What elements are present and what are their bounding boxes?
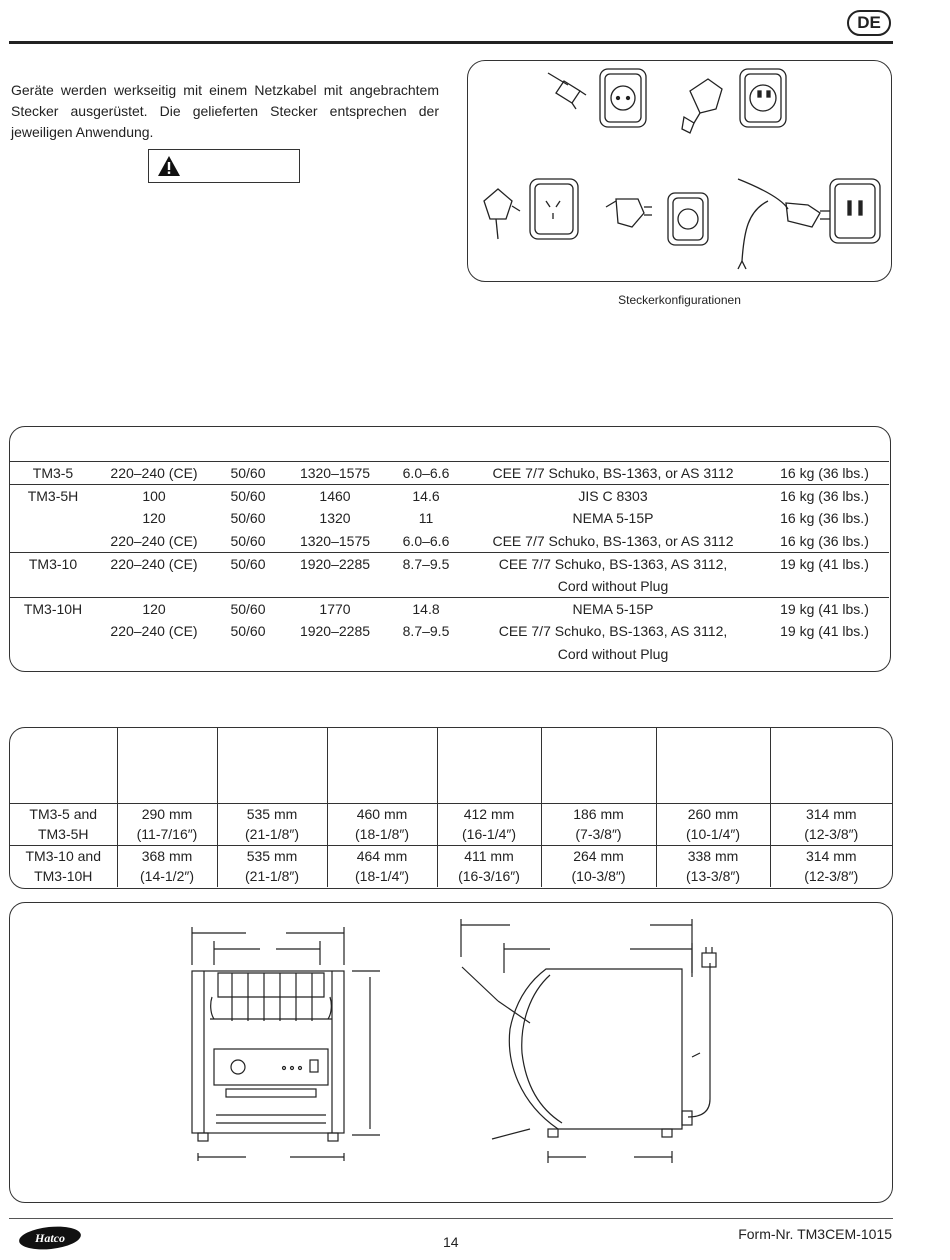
nema-plug-icon	[606, 193, 708, 245]
cell-hertz	[212, 643, 284, 666]
dimension-mm: 535 mm	[246, 848, 298, 865]
dimension-mm: 260 mm	[687, 806, 739, 822]
cell-amps: 6.0–6.6	[386, 462, 466, 485]
dimension-inch: (11-7/16″)	[136, 826, 198, 842]
cell-amps: 8.7–9.5	[402, 623, 450, 640]
cell-dimension	[327, 803, 437, 845]
dimension-inch: (12-3/8″)	[804, 868, 859, 885]
language-badge: DE	[847, 10, 891, 36]
schuko-plug-icon	[548, 69, 646, 127]
electrical-specs-table	[10, 461, 889, 665]
cell-voltage	[96, 575, 212, 598]
model-line: TM3-5 and	[29, 806, 98, 822]
cell-amps: 14.8	[386, 597, 466, 620]
cell-dimension	[437, 803, 541, 845]
cell-dimension	[770, 803, 892, 845]
dimension-mm: 460 mm	[356, 806, 408, 822]
cell-model	[10, 507, 96, 530]
table-row	[10, 530, 889, 553]
cell-weight: 16 kg (36 lbs.)	[760, 485, 889, 508]
dimension-mm: 535 mm	[246, 806, 298, 822]
dimension-mm: 290 mm	[141, 806, 193, 822]
logo-text: Hatco	[35, 1231, 65, 1245]
cell-amps: 8.7–9.5	[386, 552, 466, 575]
dimensions-table	[10, 728, 892, 887]
dimension-inch: (10-3/8″)	[571, 868, 626, 885]
cell-hertz: 50/60	[212, 485, 284, 508]
table-row	[10, 462, 889, 485]
dimension-mm: 264 mm	[573, 848, 624, 865]
cell-plug: NEMA 5-15P	[466, 597, 760, 620]
cell-dimension	[327, 845, 437, 887]
cell-weight	[760, 575, 889, 598]
cell-model	[10, 575, 96, 598]
bs1363-plug-icon	[682, 69, 786, 133]
table-row	[10, 507, 889, 530]
toaster-front-view-icon	[192, 927, 380, 1161]
cell-dimension	[656, 845, 770, 887]
electrical-specs-table-frame	[9, 426, 891, 672]
cell-voltage: 100	[96, 485, 212, 508]
cell-watts: 1320	[319, 510, 351, 527]
cell-model	[10, 803, 117, 845]
cell-watts: 1920–2285	[284, 552, 386, 575]
table-row	[10, 552, 889, 575]
cell-voltage: 220–240 (CE)	[96, 462, 212, 485]
cell-amps: 14.6	[386, 485, 466, 508]
cell-hertz: 50/60	[230, 510, 266, 527]
plug-configurations-caption: Steckerkonfigurationen	[618, 293, 741, 307]
dimension-inch: (10-1/4″)	[686, 826, 740, 842]
dimension-mm: 412 mm	[463, 806, 515, 822]
cell-plug: CEE 7/7 Schuko, BS-1363, AS 3112,	[466, 552, 760, 575]
table-row	[10, 485, 889, 508]
cell-model	[10, 530, 96, 553]
dimensions-table-frame	[9, 727, 893, 889]
dimension-inch: (18-1/4″)	[355, 868, 409, 885]
cell-dimension	[656, 803, 770, 845]
cell-weight: 16 kg (36 lbs.)	[760, 462, 889, 485]
dimension-inch: (16-1/4″)	[462, 826, 516, 842]
cell-model: TM3-5H	[10, 485, 96, 508]
cell-hertz	[212, 575, 284, 598]
cell-voltage: 120	[96, 597, 212, 620]
as3112-plug-icon	[484, 179, 578, 239]
cell-watts: 1920–2285	[299, 623, 371, 640]
dimension-mm: 411 mm	[464, 848, 514, 865]
cell-weight: 19 kg (41 lbs.)	[760, 552, 889, 575]
toaster-side-view-icon	[461, 919, 716, 1163]
cell-plug: Cord without Plug	[557, 645, 669, 662]
cell-amps	[386, 575, 466, 598]
warning-triangle-icon	[157, 155, 181, 177]
cell-weight: 16 kg (36 lbs.)	[780, 532, 869, 549]
dimension-inch: (7-3/8″)	[575, 826, 622, 842]
table-row	[10, 620, 889, 643]
cell-model: TM3-10H	[10, 597, 96, 620]
table-row	[10, 643, 889, 666]
form-number: Form-Nr. TM3CEM-1015	[738, 1226, 892, 1242]
table-row	[10, 597, 889, 620]
cell-dimension	[770, 845, 892, 887]
cell-hertz: 50/60	[230, 532, 266, 549]
jis-plug-icon	[830, 179, 880, 243]
dimension-mm: 338 mm	[687, 848, 739, 865]
cell-model	[10, 643, 96, 666]
dimension-mm: 186 mm	[573, 806, 624, 822]
model-line: TM3-10H	[34, 868, 93, 885]
cell-hertz: 50/60	[212, 552, 284, 575]
dimension-inch: (18-1/8″)	[355, 826, 409, 842]
cell-dimension	[217, 845, 327, 887]
cell-watts	[284, 643, 386, 666]
cell-watts	[284, 575, 386, 598]
cell-plug: NEMA 5-15P	[572, 510, 654, 527]
cell-voltage: 120	[142, 510, 166, 527]
cell-dimension	[117, 845, 217, 887]
model-line: TM3-10 and	[25, 848, 101, 865]
cell-weight: 19 kg (41 lbs.)	[780, 623, 869, 640]
cell-watts: 1770	[284, 597, 386, 620]
cell-dimension	[117, 803, 217, 845]
cell-plug: Cord without Plug	[557, 577, 669, 594]
cell-dimension	[437, 845, 541, 887]
dimension-inch: (14-1/2″)	[140, 868, 194, 885]
dimension-inch: (13-3/8″)	[686, 868, 740, 885]
cell-watts: 1320–1575	[284, 462, 386, 485]
cell-plug: CEE 7/7 Schuko, BS-1363, AS 3112,	[498, 623, 728, 640]
cell-model	[10, 620, 96, 643]
cell-amps: 6.0–6.6	[402, 532, 450, 549]
cell-weight	[760, 643, 889, 666]
cell-plug: CEE 7/7 Schuko, BS-1363, or AS 3112	[466, 462, 760, 485]
cell-watts: 1460	[284, 485, 386, 508]
dimension-mm: 464 mm	[356, 848, 408, 865]
dimension-inch: (21-1/8″)	[245, 868, 299, 885]
cell-weight: 19 kg (41 lbs.)	[760, 597, 889, 620]
cell-hertz: 50/60	[230, 623, 266, 640]
cell-hertz: 50/60	[212, 462, 284, 485]
table-row	[10, 803, 892, 845]
intro-paragraph: Geräte werden werkseitig mit einem Netzkabel mit angebrachtem Stecker ausgerüstet. Die gelieferten Stecker entsprechen der jeweiligen Anwendung.	[11, 82, 439, 140]
table-row	[10, 845, 892, 887]
cell-plug: JIS C 8303	[466, 485, 760, 508]
cell-weight: 16 kg (36 lbs.)	[780, 510, 869, 527]
cell-model	[10, 845, 117, 887]
cell-voltage: 220–240 (CE)	[110, 623, 198, 640]
cell-dimension	[217, 803, 327, 845]
cell-dimension	[541, 803, 656, 845]
warning-box	[148, 149, 300, 183]
dimension-mm: 314 mm	[805, 848, 857, 865]
cell-plug: CEE 7/7 Schuko, BS-1363, or AS 3112	[492, 532, 734, 549]
cell-watts: 1320–1575	[299, 532, 371, 549]
model-line: TM3-5H	[37, 826, 89, 842]
cell-model: TM3-10	[10, 552, 96, 575]
header-rule	[9, 41, 893, 44]
dimension-inch: (12-3/8″)	[804, 826, 859, 842]
dimension-inch: (21-1/8″)	[245, 826, 299, 842]
hatco-logo	[17, 1225, 83, 1251]
page-number: 14	[443, 1234, 459, 1250]
dimension-drawing-frame	[9, 902, 893, 1203]
cell-voltage: 220–240 (CE)	[96, 552, 212, 575]
cell-model: TM3-5	[10, 462, 96, 485]
cord-without-plug-icon	[738, 179, 830, 269]
cell-voltage	[96, 643, 212, 666]
dimension-mm: 314 mm	[805, 806, 857, 822]
footer-rule	[9, 1218, 893, 1219]
cell-dimension	[541, 845, 656, 887]
dimensions-header-row	[10, 728, 892, 803]
table-row	[10, 575, 889, 598]
dimension-mm: 368 mm	[141, 848, 193, 865]
cell-amps: 11	[418, 510, 434, 527]
cell-hertz: 50/60	[212, 597, 284, 620]
cell-voltage: 220–240 (CE)	[110, 532, 198, 549]
plug-configurations-frame	[467, 60, 892, 282]
dimension-inch: (16-3/16″)	[458, 868, 520, 885]
cell-amps	[386, 643, 466, 666]
